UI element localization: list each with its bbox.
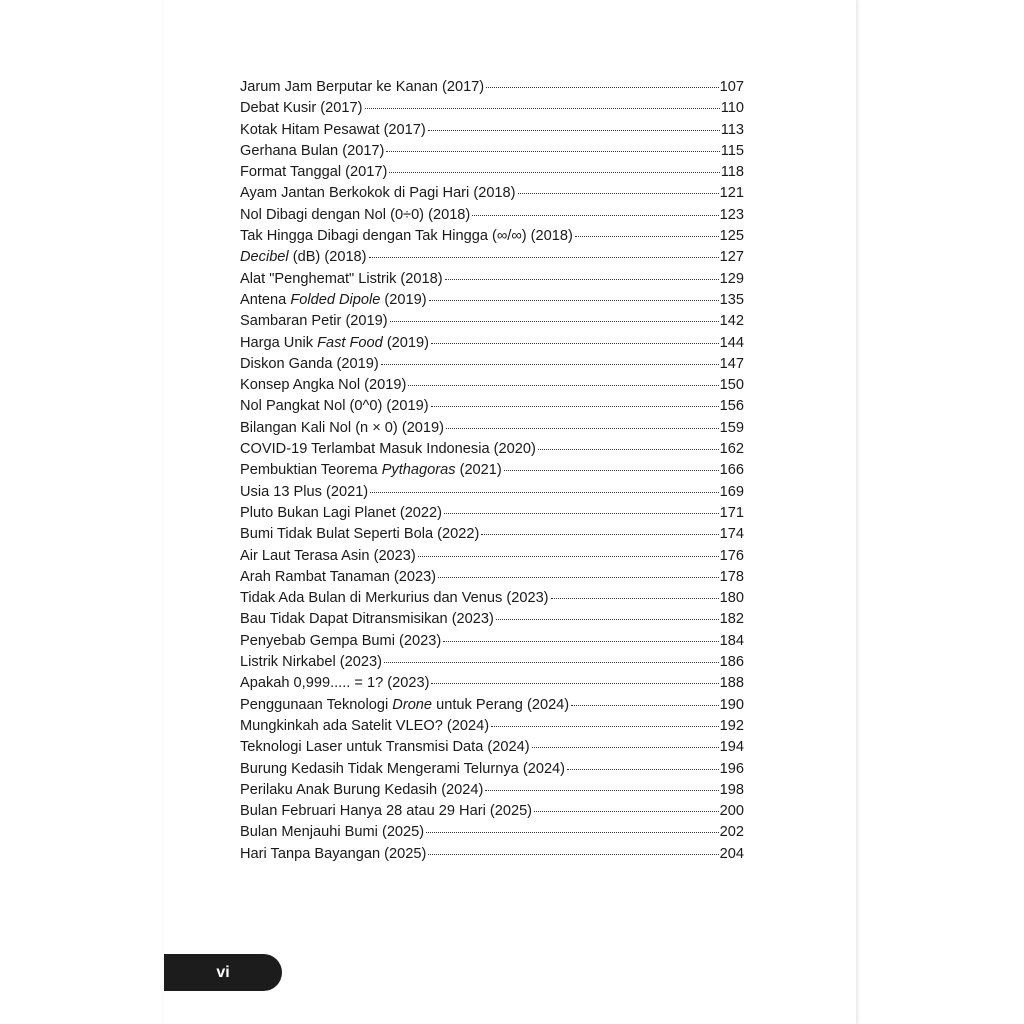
- toc-entry: [240, 247, 744, 268]
- toc-entry-page: 135: [719, 291, 744, 308]
- toc-entry: [240, 162, 744, 183]
- toc-entry-title: Burung Kedasih Tidak Mengerami Telurnya (2024): [240, 760, 566, 777]
- toc-entry-page: 142: [719, 313, 744, 330]
- toc-entry-title: Konsep Angka Nol (2019): [240, 377, 407, 394]
- toc-dot-leader: [571, 704, 718, 706]
- toc-entry: [240, 801, 744, 822]
- toc-entry: [240, 333, 744, 354]
- toc-entry: [240, 503, 744, 524]
- toc-entry: [240, 226, 744, 247]
- toc-entry: [240, 418, 744, 439]
- toc-entry-title: Listrik Nirkabel (2023): [240, 654, 382, 671]
- toc-entry: [240, 631, 744, 652]
- toc-entry: [240, 290, 744, 311]
- toc-entry: [240, 120, 744, 141]
- toc-entry-page: 159: [719, 419, 744, 436]
- toc-entry: [240, 375, 744, 396]
- toc-entry-page: 174: [719, 526, 744, 543]
- toc-entry: [240, 695, 744, 716]
- toc-dot-leader: [481, 533, 718, 535]
- toc-dot-leader: [386, 150, 719, 152]
- toc-dot-leader: [538, 448, 719, 450]
- toc-entry-page: 127: [719, 249, 744, 266]
- toc-entry: [240, 524, 744, 545]
- toc-entry-page: 186: [719, 654, 744, 671]
- toc-entry-title: Nol Dibagi dengan Nol (0÷0) (2018): [240, 206, 471, 223]
- toc-entry: [240, 609, 744, 630]
- toc-entry: [240, 311, 744, 332]
- toc-entry-title: Usia 13 Plus (2021): [240, 483, 369, 500]
- toc-entry-title: Harga Unik Fast Food (2019): [240, 334, 430, 351]
- toc-entry: [240, 396, 744, 417]
- toc-dot-leader: [431, 405, 719, 407]
- toc-entry-title: Bulan Menjauhi Bumi (2025): [240, 824, 425, 841]
- toc-entry-title: Tak Hingga Dibagi dengan Tak Hingga (∞/∞) (2018): [240, 228, 573, 245]
- toc-dot-leader: [431, 342, 719, 344]
- toc-entry-title: Penggunaan Teknologi Drone untuk Perang (2024): [240, 696, 570, 713]
- toc-entry-title: Bumi Tidak Bulat Seperti Bola (2022): [240, 526, 480, 543]
- toc-entry-page: 202: [719, 824, 744, 841]
- toc-entry: [240, 759, 744, 780]
- toc-entry-title: Air Laut Terasa Asin (2023): [240, 547, 416, 564]
- toc-entry: [240, 205, 744, 226]
- toc-entry: [240, 482, 744, 503]
- toc-entry: [240, 673, 744, 694]
- toc-entry-title: Nol Pangkat Nol (0^0) (2019): [240, 398, 429, 415]
- toc-entry-page: 178: [719, 568, 744, 585]
- toc-entry-title: Penyebab Gempa Bumi (2023): [240, 632, 442, 649]
- toc-dot-leader: [408, 384, 718, 386]
- toc-dot-leader: [518, 192, 719, 194]
- toc-entry-title: Decibel (dB) (2018): [240, 249, 367, 266]
- toc-entry-title: Tidak Ada Bulan di Merkurius dan Venus (2023): [240, 590, 549, 607]
- page-number-tab: [164, 954, 282, 991]
- toc-dot-leader: [418, 555, 719, 557]
- toc-entry-page: 113: [720, 121, 744, 138]
- toc-entry-title: Format Tanggal (2017): [240, 164, 388, 181]
- toc-dot-leader: [428, 129, 720, 131]
- toc-entry-title: Jarum Jam Berputar ke Kanan (2017): [240, 79, 485, 95]
- toc-dot-leader: [486, 86, 718, 88]
- toc-entry-title: Debat Kusir (2017): [240, 100, 363, 117]
- toc-entry-page: 166: [719, 462, 744, 479]
- toc-dot-leader: [428, 853, 718, 855]
- toc-entry: [240, 567, 744, 588]
- toc-entry-page: 129: [719, 270, 744, 287]
- toc-entry-page: 107: [719, 79, 744, 95]
- toc-entry: [240, 737, 744, 758]
- toc-dot-leader: [443, 640, 718, 642]
- toc-entry-page: 121: [719, 185, 744, 202]
- toc-entry-title: Teknologi Laser untuk Transmisi Data (2024): [240, 739, 530, 756]
- toc-entry-title: Bilangan Kali Nol (n × 0) (2019): [240, 419, 445, 436]
- toc-dot-leader: [472, 214, 718, 216]
- toc-entry-page: 198: [719, 781, 744, 798]
- toc-entry: [240, 822, 744, 843]
- toc-entry-page: 169: [719, 483, 744, 500]
- toc-entry-title: Bau Tidak Dapat Ditransmisikan (2023): [240, 611, 494, 628]
- toc-dot-leader: [575, 235, 719, 237]
- toc-dot-leader: [431, 682, 718, 684]
- toc-entry-title: Mungkinkah ada Satelit VLEO? (2024): [240, 717, 490, 734]
- toc-entry: [240, 98, 744, 119]
- toc-entry: [240, 588, 744, 609]
- toc-dot-leader: [567, 768, 719, 770]
- toc-entry-title: Gerhana Bulan (2017): [240, 142, 385, 159]
- toc-dot-leader: [429, 299, 719, 301]
- toc-entry-page: 156: [719, 398, 744, 415]
- toc-entry-page: 192: [719, 717, 744, 734]
- toc-entry-page: 176: [719, 547, 744, 564]
- toc-entry: [240, 460, 744, 481]
- toc-dot-leader: [504, 469, 719, 471]
- toc-entry-page: 184: [719, 632, 744, 649]
- toc-entry-title: Antena Folded Dipole (2019): [240, 291, 427, 308]
- toc-entry-page: 182: [719, 611, 744, 628]
- toc-dot-leader: [534, 810, 719, 812]
- toc-entry-page: 200: [719, 803, 744, 820]
- toc-entry-page: 125: [719, 228, 744, 245]
- toc-dot-leader: [445, 278, 719, 280]
- toc-entry-page: 188: [719, 675, 744, 692]
- toc-dot-leader: [496, 618, 719, 620]
- toc-dot-leader: [532, 746, 719, 748]
- toc-entry: [240, 780, 744, 801]
- toc-entry-page: 171: [719, 504, 744, 521]
- toc-entry: [240, 716, 744, 737]
- toc-dot-leader: [426, 831, 718, 833]
- toc-dot-leader: [485, 789, 718, 791]
- toc-entry-page: 196: [719, 760, 744, 777]
- toc-entry-title: Alat "Penghemat" Listrik (2018): [240, 270, 443, 287]
- toc-entry-title: Pluto Bukan Lagi Planet (2022): [240, 504, 443, 521]
- toc-dot-leader: [384, 661, 719, 663]
- toc-entry: [240, 183, 744, 204]
- toc-entry-title: Pembuktian Teorema Pythagoras (2021): [240, 462, 502, 479]
- toc-entry-title: Sambaran Petir (2019): [240, 313, 388, 330]
- toc-entry-page: 115: [720, 142, 744, 159]
- toc-entry: [240, 439, 744, 460]
- table-of-contents: [240, 77, 744, 865]
- toc-entry-page: 110: [720, 100, 744, 117]
- toc-dot-leader: [370, 491, 718, 493]
- toc-dot-leader: [446, 427, 719, 429]
- toc-entry-page: 194: [719, 739, 744, 756]
- toc-entry-title: Perilaku Anak Burung Kedasih (2024): [240, 781, 484, 798]
- document-page: [164, 0, 857, 1024]
- toc-entry-title: Arah Rambat Tanaman (2023): [240, 568, 437, 585]
- toc-entry-title: Kotak Hitam Pesawat (2017): [240, 121, 426, 138]
- toc-dot-leader: [389, 171, 719, 173]
- toc-entry-page: 123: [719, 206, 744, 223]
- toc-entry-title: Hari Tanpa Bayangan (2025): [240, 845, 427, 862]
- toc-entry-page: 147: [719, 355, 744, 372]
- toc-entry-page: 204: [719, 845, 744, 862]
- toc-entry-title: Diskon Ganda (2019): [240, 355, 379, 372]
- toc-dot-leader: [365, 107, 720, 109]
- toc-dot-leader: [390, 320, 719, 322]
- toc-dot-leader: [369, 256, 719, 258]
- toc-entry-page: 180: [719, 590, 744, 607]
- toc-dot-leader: [491, 725, 719, 727]
- toc-dot-leader: [381, 363, 719, 365]
- toc-entry-page: 190: [719, 696, 744, 713]
- toc-dot-leader: [438, 576, 719, 578]
- page-number: vi: [216, 963, 230, 981]
- toc-entry: [240, 77, 744, 98]
- toc-entry-page: 118: [720, 164, 744, 181]
- toc-dot-leader: [444, 512, 719, 514]
- toc-entry: [240, 269, 744, 290]
- toc-entry-title: COVID-19 Terlambat Masuk Indonesia (2020): [240, 441, 536, 458]
- toc-entry: [240, 354, 744, 375]
- toc-entry-title: Bulan Februari Hanya 28 atau 29 Hari (2025): [240, 803, 533, 820]
- toc-entry-page: 162: [719, 441, 744, 458]
- toc-entry: [240, 652, 744, 673]
- toc-entry: [240, 546, 744, 567]
- toc-entry: [240, 844, 744, 865]
- toc-dot-leader: [551, 597, 719, 599]
- toc-entry: [240, 141, 744, 162]
- toc-entry-title: Ayam Jantan Berkokok di Pagi Hari (2018): [240, 185, 516, 202]
- toc-entry-title: Apakah 0,999..... = 1? (2023): [240, 675, 430, 692]
- toc-entry-page: 144: [719, 334, 744, 351]
- toc-entry-page: 150: [719, 377, 744, 394]
